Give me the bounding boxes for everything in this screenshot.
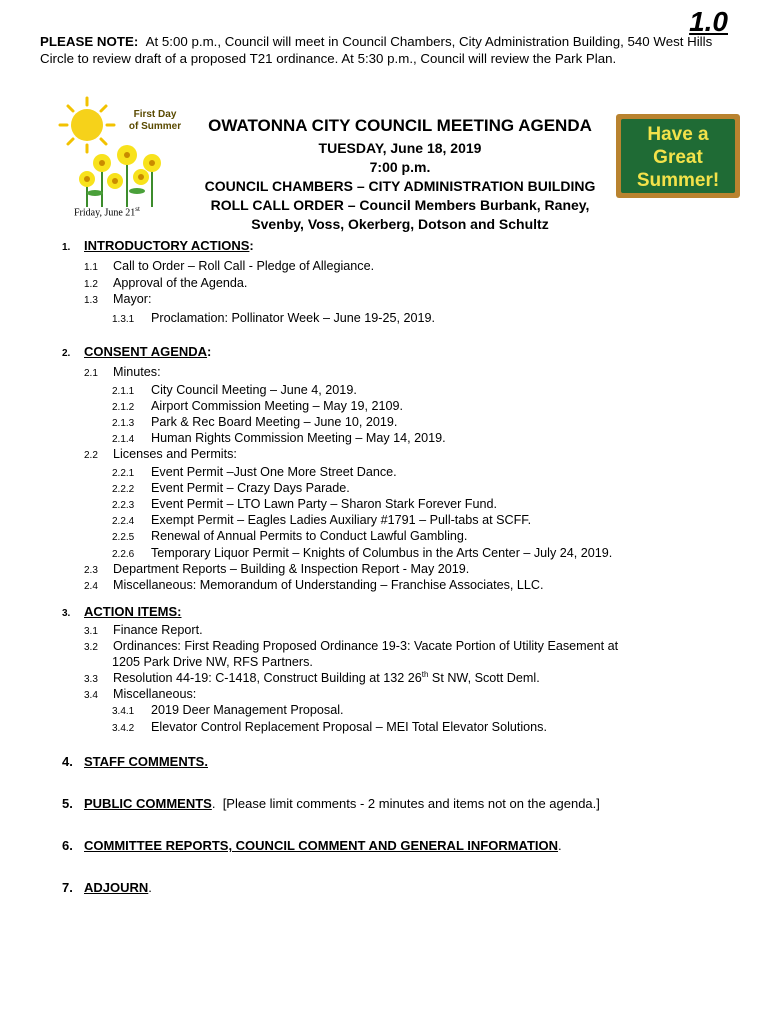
item-number: 3.4 (84, 690, 98, 701)
section-label: STAFF COMMENTS. (84, 754, 208, 769)
item-number: 3.2 (84, 642, 98, 653)
item-number: 2.2.1 (112, 468, 135, 479)
item-number: 2.1.2 (112, 402, 135, 413)
section-label: COMMITTEE REPORTS, COUNCIL COMMENT AND GENERAL INFORMATION (84, 838, 559, 853)
item-text: Exempt Permit – Eagles Ladies Auxiliary #1791 – Pull-tabs at SCFF. (151, 513, 532, 527)
meeting-time: 7:00 p.m. (369, 159, 431, 175)
item-text: Department Reports – Building & Inspection Report - May 2019. (113, 562, 470, 576)
section-label: ADJOURN (84, 880, 149, 895)
logo-date-text: Friday, June 21 (74, 207, 136, 219)
roll-call-line2: Svenby, Voss, Okerberg, Dotson and Schultz (251, 216, 549, 232)
section-heading (62, 796, 600, 812)
section-label-suffix: . (211, 796, 216, 811)
item-text: Event Permit – Crazy Days Parade. (151, 481, 350, 495)
item-text: City Council Meeting – June 4, 2019. (151, 383, 357, 397)
agenda-title: OWATONNA CITY COUNCIL MEETING AGENDA (208, 116, 592, 135)
item-number: 2.1.1 (112, 386, 135, 397)
agenda-item (112, 654, 313, 670)
item-number: 2.2.5 (112, 532, 135, 543)
item-number: 1.3 (84, 295, 98, 306)
item-text: Airport Commission Meeting – May 19, 2109. (151, 399, 403, 413)
meeting-location: COUNCIL CHAMBERS – CITY ADMINISTRATION BUILDING (204, 178, 596, 194)
section-number: 3. (62, 608, 71, 619)
logo-date (74, 205, 140, 218)
section-heading (62, 838, 562, 854)
section-heading (62, 880, 152, 896)
item-superscript: th (421, 669, 429, 679)
agenda-item (112, 528, 467, 546)
item-number: 2.4 (84, 581, 98, 592)
agenda-item (84, 446, 237, 464)
chalkboard-line2: Great (653, 147, 703, 168)
item-text: Ordinances: First Reading Proposed Ordinance 19-3: Vacate Portion of Utility Easement at (113, 639, 619, 653)
logo-title-line1: First Day (133, 109, 177, 120)
item-number: 1.3.1 (112, 314, 135, 325)
item-text: Call to Order – Roll Call - Pledge of Allegiance. (113, 259, 375, 273)
section-heading (62, 604, 182, 622)
item-number: 1.2 (84, 279, 98, 290)
note-label: PLEASE NOTE: (40, 34, 139, 49)
section-number: 6. (62, 838, 73, 853)
item-text: Miscellaneous: (113, 687, 197, 701)
note-text: At 5:00 p.m., Council will meet in Council Chambers, City Administration Building, 540 West Hills Circle to review draft of a proposed T21 ordinance. At 5:30 p.m., Council will review the Park Plan. (40, 34, 713, 66)
item-number: 2.2.6 (112, 549, 135, 560)
section-label: PUBLIC COMMENTS (84, 796, 212, 811)
item-text: Park & Rec Board Meeting – June 10, 2019. (151, 415, 398, 429)
section-heading (62, 754, 208, 770)
item-text: Miscellaneous: Memorandum of Understanding – Franchise Associates, LLC. (113, 578, 544, 592)
item-text: Event Permit – LTO Lawn Party – Sharon Stark Forever Fund. (151, 497, 498, 511)
item-number: 3.4.2 (112, 723, 135, 734)
section-label: INTRODUCTORY ACTIONS (84, 238, 250, 253)
section-number: 1. (62, 242, 71, 253)
item-number: 2.1 (84, 368, 98, 379)
item-text: Minutes: (113, 365, 161, 379)
section-label-suffix: : (207, 344, 212, 359)
item-text: Renewal of Annual Permits to Conduct Lawful Gambling. (151, 529, 468, 543)
item-number: 2.2.4 (112, 516, 135, 527)
item-text: Finance Report. (113, 623, 203, 637)
item-text: Elevator Control Replacement Proposal – MEI Total Elevator Solutions. (151, 720, 547, 734)
agenda-header (180, 116, 620, 234)
logo-date-sup: st (135, 205, 140, 213)
flowers-icon (79, 145, 161, 207)
meeting-date: TUESDAY, June 18, 2019 (318, 140, 482, 156)
item-text: Resolution 44-19: C-1418, Construct Building at 132 26 (113, 671, 422, 685)
item-number: 3.4.1 (112, 706, 135, 717)
item-number: 3.1 (84, 626, 98, 637)
roll-call-line1: ROLL CALL ORDER – Council Members Burbank, Raney, (210, 197, 590, 213)
item-number: 1.1 (84, 262, 98, 273)
section-label: ACTION ITEMS: (84, 604, 182, 619)
have-a-great-summer-chalkboard (616, 114, 740, 198)
item-text: Mayor: (113, 292, 152, 306)
section-label-suffix: . (558, 838, 562, 853)
note-paragraph (40, 33, 730, 67)
section-number: 2. (62, 348, 71, 359)
logo-title-line2: of Summer (128, 121, 182, 132)
first-day-of-summer-logo (57, 95, 182, 210)
item-text: Temporary Liquor Permit – Knights of Columbus in the Arts Center – July 24, 2019. (151, 546, 613, 560)
agenda-item (112, 719, 547, 737)
section-number: 5. (62, 796, 73, 811)
chalkboard-line1: Have a (647, 124, 709, 145)
sun-icon (60, 98, 114, 152)
item-text: 2019 Deer Management Proposal. (151, 703, 344, 717)
agenda-item (84, 577, 544, 595)
agenda-item (112, 702, 344, 720)
document-number: 1.0 (689, 6, 728, 37)
agenda-item (84, 364, 161, 382)
section-heading (62, 238, 254, 256)
item-text: 1205 Park Drive NW, RFS Partners. (112, 655, 313, 669)
chalkboard-line3: Summer! (636, 170, 720, 191)
section-number: 7. (62, 880, 73, 895)
item-number: 2.3 (84, 565, 98, 576)
section-note: [Please limit comments - 2 minutes and items not on the agenda.] (215, 796, 600, 811)
item-text: Licenses and Permits: (113, 447, 237, 461)
agenda-item (112, 310, 435, 328)
item-text: Proclamation: Pollinator Week – June 19-25, 2019. (151, 311, 435, 325)
item-number: 2.1.4 (112, 434, 135, 445)
item-number: 2.2 (84, 450, 98, 461)
item-number: 2.2.2 (112, 484, 135, 495)
section-label-suffix: : (249, 238, 254, 253)
agenda-item (84, 258, 374, 276)
section-heading (62, 344, 211, 362)
item-text: Event Permit –Just One More Street Dance. (151, 465, 397, 479)
item-number: 2.1.3 (112, 418, 135, 429)
item-text: Approval of the Agenda. (113, 276, 248, 290)
section-label-suffix: . (148, 880, 152, 895)
item-text-continued: St NW, Scott Deml. (428, 671, 540, 685)
agenda-item (84, 291, 152, 309)
item-number: 3.3 (84, 674, 98, 685)
section-label: CONSENT AGENDA (84, 344, 208, 359)
section-number: 4. (62, 754, 73, 769)
item-number: 2.2.3 (112, 500, 135, 511)
item-text: Human Rights Commission Meeting – May 14, 2019. (151, 431, 446, 445)
